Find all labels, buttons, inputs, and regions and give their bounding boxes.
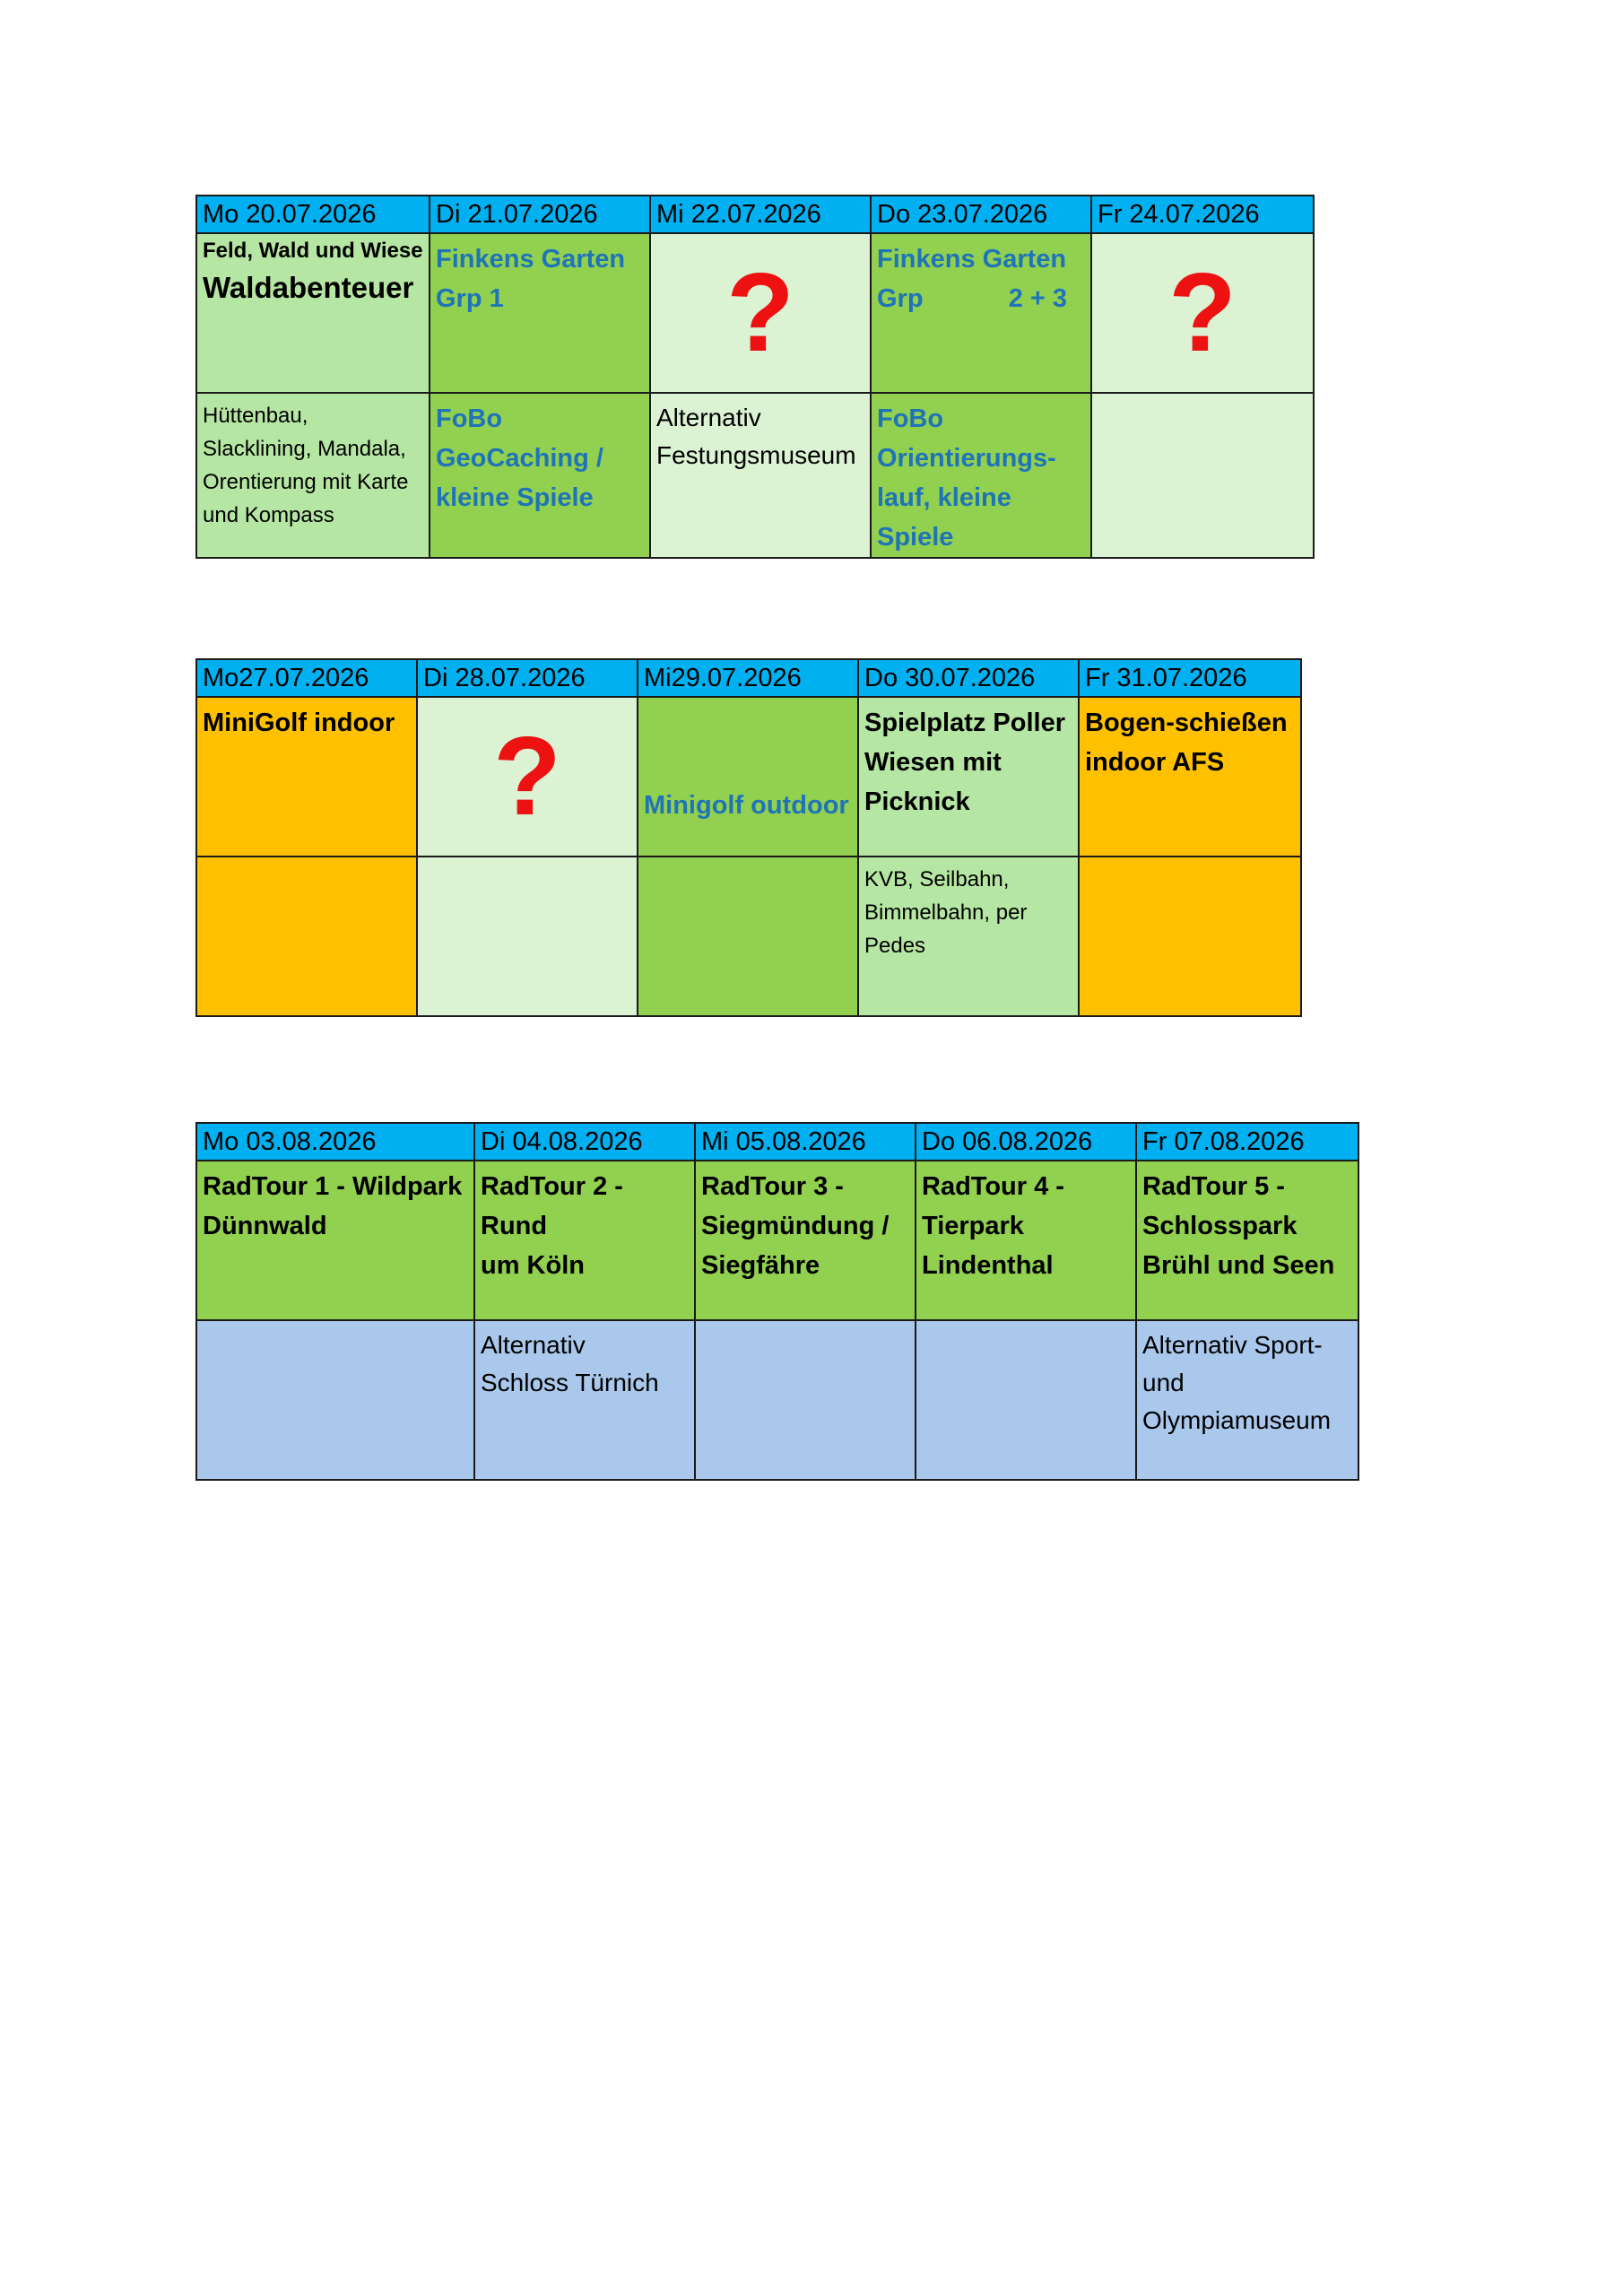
week2-header-row xyxy=(196,659,1301,697)
week2-mo-activity: MiniGolf indoor xyxy=(203,709,395,737)
week3-header-di: Di 04.08.2026 xyxy=(474,1123,695,1161)
week3-mi-activity-line: Siegfähre xyxy=(701,1251,820,1280)
week1-header-fr: Fr 24.07.2026 xyxy=(1091,196,1314,233)
week1-do-detail-line: lauf, kleine xyxy=(877,483,1011,512)
week3-di-detail-cell xyxy=(474,1320,695,1480)
week2-header-mi: Mi29.07.2026 xyxy=(638,659,858,697)
week2-do-activity-cell xyxy=(858,697,1079,857)
week3-schedule-table xyxy=(195,1122,1359,1481)
week3-fr-detail-line: Olympiamuseum xyxy=(1142,1406,1332,1434)
week1-di-line2: Grp 1 xyxy=(436,284,504,313)
week3-fr-detail-line: Alternativ Sport- xyxy=(1142,1331,1323,1359)
week1-header-mi: Mi 22.07.2026 xyxy=(650,196,871,233)
week3-header-fr: Fr 07.08.2026 xyxy=(1136,1123,1358,1161)
week3-di-detail-line: Schloss Türnich xyxy=(481,1369,659,1396)
week1-fr-detail-cell xyxy=(1091,393,1314,558)
week1-mo-detail-line: Orentierung mit Karte xyxy=(203,470,409,494)
week3-fr-activity-line: Brühl und Seen xyxy=(1142,1251,1335,1280)
week2-activity-row xyxy=(196,697,1301,857)
question-mark-icon: ? xyxy=(1168,251,1237,375)
week1-detail-row xyxy=(196,393,1314,558)
week3-header-mi: Mi 05.08.2026 xyxy=(695,1123,916,1161)
week3-di-activity-line: um Köln xyxy=(481,1251,585,1280)
week3-do-activity-cell xyxy=(916,1161,1136,1320)
week2-header-di: Di 28.07.2026 xyxy=(417,659,638,697)
week3-mi-activity-line: RadTour 3 - xyxy=(701,1172,844,1201)
week3-di-detail-line: Alternativ xyxy=(481,1331,586,1359)
week3-di-activity-cell xyxy=(474,1161,695,1320)
week1-mo-subtitle: Feld, Wald und Wiese xyxy=(203,239,423,263)
week3-detail-row xyxy=(196,1320,1358,1480)
week2-mi-activity-cell xyxy=(638,697,858,857)
week3-mi-detail-cell xyxy=(695,1320,916,1480)
week1-do-detail-line: FoBo xyxy=(877,404,944,433)
week3-do-activity-line: Tierpark xyxy=(922,1212,1024,1240)
question-mark-icon: ? xyxy=(493,715,561,839)
week3-fr-activity-cell xyxy=(1136,1161,1358,1320)
week1-mi-detail-line: Alternativ xyxy=(656,404,761,431)
question-mark-icon: ? xyxy=(726,251,794,375)
week2-fr-activity-line: indoor AFS xyxy=(1085,748,1225,777)
week2-fr-activity-line: Bogen-schießen xyxy=(1085,709,1288,737)
week2-do-detail-line: KVB, Seilbahn, xyxy=(864,867,1010,891)
week3-fr-detail-cell xyxy=(1136,1320,1358,1480)
week1-di-activity-cell xyxy=(430,233,650,393)
week2-fr-activity-cell xyxy=(1079,697,1301,857)
week3-do-detail-cell xyxy=(916,1320,1136,1480)
week1-mi-activity-cell xyxy=(650,233,871,393)
week1-header-mo: Mo 20.07.2026 xyxy=(196,196,430,233)
week2-di-detail-cell xyxy=(417,857,638,1016)
week1-di-detail-cell xyxy=(430,393,650,558)
week3-mi-activity-cell xyxy=(695,1161,916,1320)
week2-do-detail-line: Pedes xyxy=(864,934,926,958)
week3-fr-activity-line: RadTour 5 - xyxy=(1142,1172,1285,1201)
week1-do-detail-line: Orientierungs- xyxy=(877,444,1056,473)
week1-mi-detail-line: Festungsmuseum xyxy=(656,441,856,469)
week2-mi-detail-cell xyxy=(638,857,858,1016)
week3-header-row xyxy=(196,1123,1358,1161)
week3-fr-detail-line: und xyxy=(1142,1369,1185,1396)
week1-mo-detail-line: Slacklining, Mandala, xyxy=(203,437,406,461)
week1-mo-activity-cell xyxy=(196,233,430,393)
week1-mo-detail-line: und Kompass xyxy=(203,503,334,527)
week1-activity-row xyxy=(196,233,1314,393)
week1-mo-title: Waldabenteuer xyxy=(203,271,414,304)
week1-di-detail-line: FoBo xyxy=(436,404,503,433)
week2-mo-detail-cell xyxy=(196,857,417,1016)
week1-header-row xyxy=(196,196,1314,233)
week1-do-grp-numbers: 2 + 3 xyxy=(1008,284,1067,313)
week2-header-do: Do 30.07.2026 xyxy=(858,659,1079,697)
week1-do-line1: Finkens Garten xyxy=(877,245,1067,274)
week3-mo-detail-cell xyxy=(196,1320,474,1480)
week2-do-activity-line: Picknick xyxy=(864,787,970,816)
week3-mo-activity-cell xyxy=(196,1161,474,1320)
week1-do-detail-cell xyxy=(871,393,1091,558)
week2-di-activity-cell xyxy=(417,697,638,857)
week2-do-activity-line: Wiesen mit xyxy=(864,748,1002,777)
week2-fr-detail-cell xyxy=(1079,857,1301,1016)
week2-header-mo: Mo27.07.2026 xyxy=(196,659,417,697)
week3-mo-activity-line: RadTour 1 - Wildpark xyxy=(203,1172,463,1201)
week1-mo-detail-line: Hüttenbau, xyxy=(203,404,308,428)
week1-do-grp-label: Grp xyxy=(877,284,924,313)
week1-do-detail-line: Spiele xyxy=(877,523,954,552)
week3-mo-activity-line: Dünnwald xyxy=(203,1212,327,1240)
week3-header-do: Do 06.08.2026 xyxy=(916,1123,1136,1161)
week3-header-mo: Mo 03.08.2026 xyxy=(196,1123,474,1161)
week3-fr-activity-line: Schlosspark xyxy=(1142,1212,1298,1240)
week1-do-activity-cell xyxy=(871,233,1091,393)
week3-activity-row xyxy=(196,1161,1358,1320)
week2-mo-activity-cell xyxy=(196,697,417,857)
week2-do-detail-cell xyxy=(858,857,1079,1016)
week2-detail-row xyxy=(196,857,1301,1016)
week2-do-activity-line: Spielplatz Poller xyxy=(864,709,1065,737)
week3-di-activity-line: RadTour 2 - Rund xyxy=(481,1172,623,1240)
week2-header-fr: Fr 31.07.2026 xyxy=(1079,659,1301,697)
week3-do-activity-line: RadTour 4 - xyxy=(922,1172,1064,1201)
week2-do-detail-line: Bimmelbahn, per xyxy=(864,900,1028,925)
week1-di-detail-line: GeoCaching / xyxy=(436,444,603,473)
week1-header-di: Di 21.07.2026 xyxy=(430,196,650,233)
week3-mi-activity-line: Siegmündung / xyxy=(701,1212,890,1240)
week1-di-line1: Finkens Garten xyxy=(436,245,626,274)
week1-mi-detail-cell xyxy=(650,393,871,558)
week1-header-do: Do 23.07.2026 xyxy=(871,196,1091,233)
week3-do-activity-line: Lindenthal xyxy=(922,1251,1054,1280)
week1-di-detail-line: kleine Spiele xyxy=(436,483,594,512)
week1-schedule-table xyxy=(195,195,1315,559)
week1-fr-activity-cell xyxy=(1091,233,1314,393)
week2-schedule-table xyxy=(195,658,1302,1017)
week1-do-line2 xyxy=(877,279,1085,318)
week2-mi-activity: Minigolf outdoor xyxy=(644,791,849,820)
week1-mo-detail-cell xyxy=(196,393,430,558)
